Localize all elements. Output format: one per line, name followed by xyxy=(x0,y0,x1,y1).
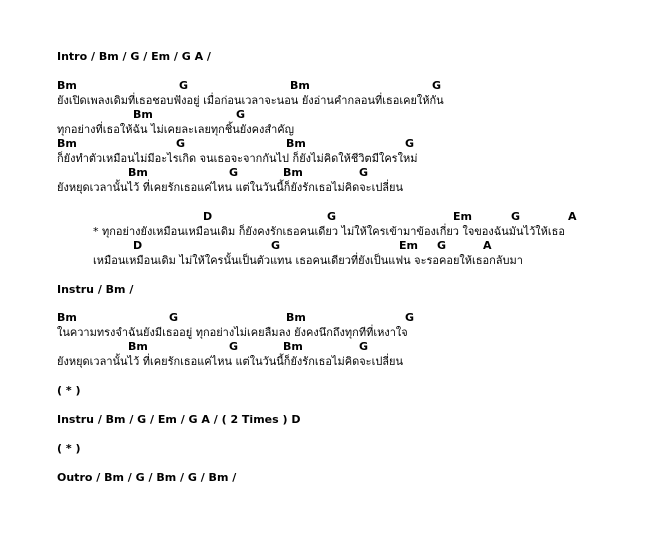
lyric-line: ยังหยุดเวลานั้นไว้ ที่เคยรักเธอแค่ไหน แต่ในวันนี้ก็ยังรักเธอไม่คิดจะเปลี่ยน xyxy=(57,355,404,368)
repeat-chorus-marker: ( * ) xyxy=(57,442,81,455)
chord: G xyxy=(229,340,239,353)
chord: Em xyxy=(399,239,418,252)
chord: Bm xyxy=(283,340,303,353)
chord: G xyxy=(359,340,369,353)
chord: D xyxy=(203,210,213,223)
chord: G xyxy=(437,239,447,252)
chord: G xyxy=(327,210,337,223)
repeat-chorus-marker: ( * ) xyxy=(57,384,81,397)
chord: G xyxy=(169,311,179,324)
chord: A xyxy=(483,239,492,252)
chord: Bm xyxy=(290,79,310,92)
instru-line: Instru / Bm / G / Em / G A / ( 2 Times ) D xyxy=(57,413,301,426)
chord: D xyxy=(133,239,143,252)
chord: Bm xyxy=(128,340,148,353)
chord: Bm xyxy=(286,137,306,150)
chord: G xyxy=(359,166,369,179)
lyric-line: * ทุกอย่างยังเหมือนเหมือนเดิม ก็ยังคงรักเธอคนเดียว ไม่ให้ใครเข้ามาข้องเกี่ยว ใจของฉันมันไว้ให้เธอ xyxy=(93,225,565,238)
chord: G xyxy=(179,79,189,92)
lyric-line: ยังเปิดเพลงเดิมที่เธอชอบฟังอยู่ เมื่อก่อนเวลาจะนอน ยังอ่านคำกลอนที่เธอเคยให้กัน xyxy=(57,94,444,107)
lyric-line: ในความทรงจำฉันยังมีเธออยู่ ทุกอย่างไม่เคยลืมลง ยังคงนึกถึงทุกทีที่เหงาใจ xyxy=(57,326,408,339)
chord: A xyxy=(568,210,577,223)
lyric-line: ยังหยุดเวลานั้นไว้ ที่เคยรักเธอแค่ไหน แต่ในวันนี้ก็ยังรักเธอไม่คิดจะเปลี่ยน xyxy=(57,181,404,194)
chord: G xyxy=(271,239,281,252)
chord: G xyxy=(229,166,239,179)
lyric-line: ทุกอย่างที่เธอให้ฉัน ไม่เคยละเลยทุกชิ้นยังคงสำคัญ xyxy=(57,123,294,136)
outro-line: Outro / Bm / G / Bm / G / Bm / xyxy=(57,471,237,484)
intro-line: Intro / Bm / G / Em / G A / xyxy=(57,50,211,63)
chord: Bm xyxy=(128,166,148,179)
chord: G xyxy=(176,137,186,150)
chord: Bm xyxy=(286,311,306,324)
instru-line: Instru / Bm / xyxy=(57,283,134,296)
chord: G xyxy=(432,79,442,92)
chord: Bm xyxy=(57,79,77,92)
chord: G xyxy=(405,137,415,150)
chord: Bm xyxy=(57,137,77,150)
chord: G xyxy=(511,210,521,223)
chord: Bm xyxy=(283,166,303,179)
chord: Bm xyxy=(57,311,77,324)
chord: G xyxy=(236,108,246,121)
lyric-line: ก็ยังทำตัวเหมือนไม่มีอะไรเกิด จนเธอจะจากกันไป ก็ยังไม่คิดให้ชีวิตมีใครใหม่ xyxy=(57,152,418,165)
lyric-line: เหมือนเหมือนเดิม ไม่ให้ใครนั้นเป็นตัวแทน เธอคนเดียวที่ยังเป็นแฟน จะรอคอยให้เธอกลับมา xyxy=(93,254,523,267)
chord: G xyxy=(405,311,415,324)
chord: Bm xyxy=(133,108,153,121)
chord: Em xyxy=(453,210,472,223)
